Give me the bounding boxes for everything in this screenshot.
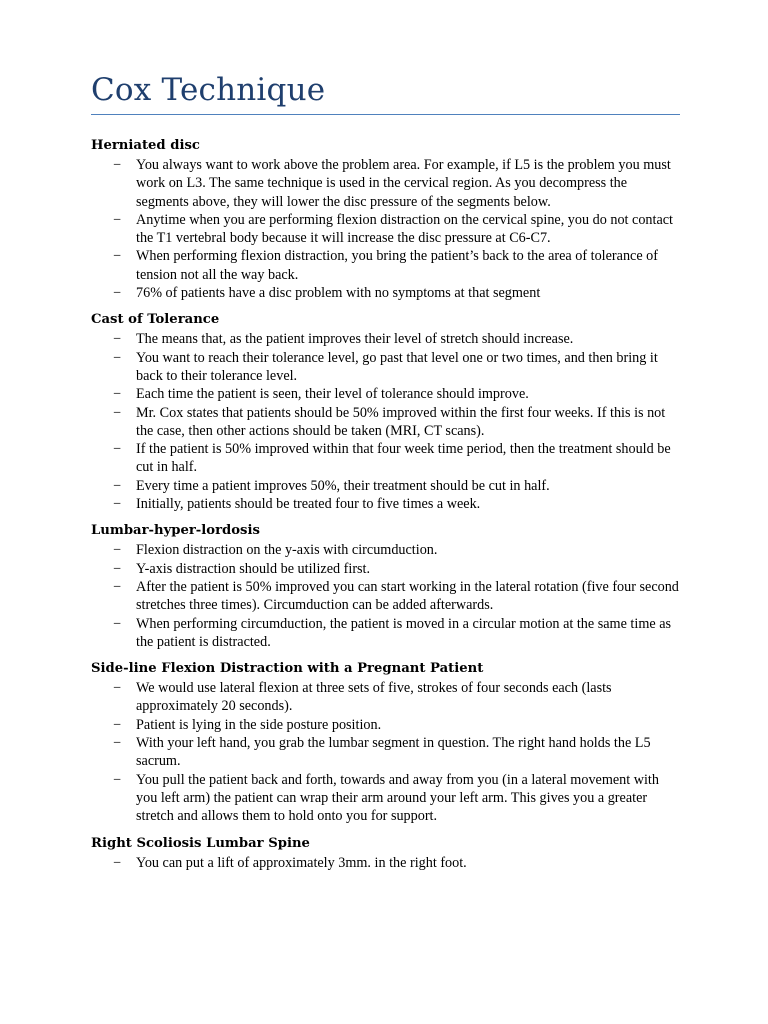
dash-bullet-icon: − (113, 496, 122, 513)
bullet-item (91, 771, 681, 826)
document-title: Cox Technique (91, 72, 326, 108)
section-heading: Cast of Tolerance (91, 312, 220, 328)
bullet-item (91, 156, 681, 211)
bullet-text: Patient is lying in the side posture position. (136, 716, 382, 733)
section (91, 834, 681, 872)
bullet-text: Y-axis distraction should be utilized first. (136, 560, 371, 577)
bullet-item (91, 615, 681, 652)
bullet-list (91, 541, 681, 651)
dash-bullet-icon: − (113, 680, 122, 697)
bullet-list (91, 854, 681, 872)
bullet-text: Anytime when you are performing flexion distraction on the cervical spine, you do not contact the T1 vertebral body because it will increase the disc pressure at C6-C7. (136, 211, 673, 247)
bullet-text: You always want to work above the problem area. For example, if L5 is the problem you must work on L3. The same technique is used in the cervical region. As you decompress the segments above, they will lower the disc pressure of the segments below. (136, 157, 671, 210)
bullet-item (91, 495, 681, 513)
section-heading: Side-line Flexion Distraction with a Pregnant Patient (91, 661, 484, 677)
dash-bullet-icon: − (113, 404, 122, 421)
bullet-text: You can put a lift of approximately 3mm. in the right foot. (136, 854, 467, 871)
section (91, 310, 681, 513)
dash-bullet-icon: − (113, 331, 122, 348)
dash-bullet-icon: − (113, 477, 122, 494)
dash-bullet-icon: − (113, 578, 122, 595)
dash-bullet-icon: − (113, 542, 122, 559)
bullet-text: When performing circumduction, the patient is moved in a circular motion at the same time as the patient is distracted. (136, 615, 672, 650)
dash-bullet-icon: − (113, 735, 122, 752)
bullet-text: 76% of patients have a disc problem with no symptoms at that segment (136, 285, 541, 302)
bullet-text: We would use lateral flexion at three sets of five, strokes of four seconds each (lasts approximately 20 seconds). (136, 680, 612, 715)
dash-bullet-icon: − (113, 211, 122, 228)
dash-bullet-icon: − (113, 157, 122, 173)
bullet-item (91, 716, 681, 734)
bullet-text: Each time the patient is seen, their level of tolerance should improve. (136, 386, 529, 403)
bullet-item (91, 440, 681, 477)
dash-bullet-icon: − (113, 854, 122, 871)
dash-bullet-icon: − (113, 386, 122, 403)
bullet-text: You want to reach their tolerance level, go past that level one or two times, and then bring it back to their tolerance level. (136, 349, 658, 384)
dash-bullet-icon: − (113, 248, 122, 265)
bullet-text: With your left hand, you grab the lumbar segment in question. The right hand holds the L5 sacrum. (136, 735, 651, 770)
bullet-text: If the patient is 50% improved within that four week time period, then the treatment should be cut in half. (136, 441, 671, 476)
bullet-item (91, 284, 681, 302)
bullet-item (91, 211, 681, 248)
dash-bullet-icon: − (113, 441, 122, 458)
section-heading: Right Scoliosis Lumbar Spine (91, 835, 310, 851)
bullet-item (91, 247, 681, 284)
bullet-item (91, 854, 681, 872)
document-body (91, 136, 681, 872)
bullet-list (91, 679, 681, 825)
bullet-item (91, 349, 681, 386)
bullet-text: Flexion distraction on the y-axis with circumduction. (136, 542, 438, 559)
bullet-item (91, 330, 681, 348)
bullet-item (91, 578, 681, 615)
section (91, 136, 681, 302)
dash-bullet-icon: − (113, 349, 122, 366)
bullet-text: Mr. Cox states that patients should be 50% improved within the first four weeks. If this is not the case, then other actions should be taken (MRI, CT scans). (136, 404, 666, 439)
bullet-item (91, 541, 681, 559)
bullet-item (91, 560, 681, 578)
dash-bullet-icon: − (113, 285, 122, 302)
dash-bullet-icon: − (113, 615, 122, 632)
bullet-item (91, 385, 681, 403)
section-heading: Herniated disc (91, 138, 200, 153)
bullet-item (91, 734, 681, 771)
bullet-text: Initially, patients should be treated four to five times a week. (136, 496, 481, 513)
dash-bullet-icon: − (113, 560, 122, 577)
section (91, 659, 681, 825)
dash-bullet-icon: − (113, 716, 122, 733)
section (91, 521, 681, 651)
bullet-text: When performing flexion distraction, you bring the patient’s back to the area of tolerance of tension not all the way back. (136, 248, 658, 283)
title-underline (91, 114, 680, 115)
dash-bullet-icon: − (113, 771, 122, 788)
bullet-item (91, 477, 681, 495)
bullet-text: After the patient is 50% improved you can start working in the lateral rotation (five four second stretches three times). Circumduction can be added afterwards. (136, 578, 679, 614)
section-heading: Lumbar-hyper-lordosis (91, 523, 260, 539)
bullet-list (91, 156, 681, 302)
bullet-item (91, 404, 681, 441)
bullet-list (91, 330, 681, 513)
bullet-text: You pull the patient back and forth, towards and away from you (in a lateral movement with you left arm) the patient can wrap their arm around your left arm. This gives you a greater stretch and allows them to hold onto you for support. (136, 771, 659, 825)
bullet-item (91, 679, 681, 716)
bullet-text: Every time a patient improves 50%, their treatment should be cut in half. (136, 477, 550, 494)
bullet-text: The means that, as the patient improves their level of stretch should increase. (136, 331, 574, 348)
